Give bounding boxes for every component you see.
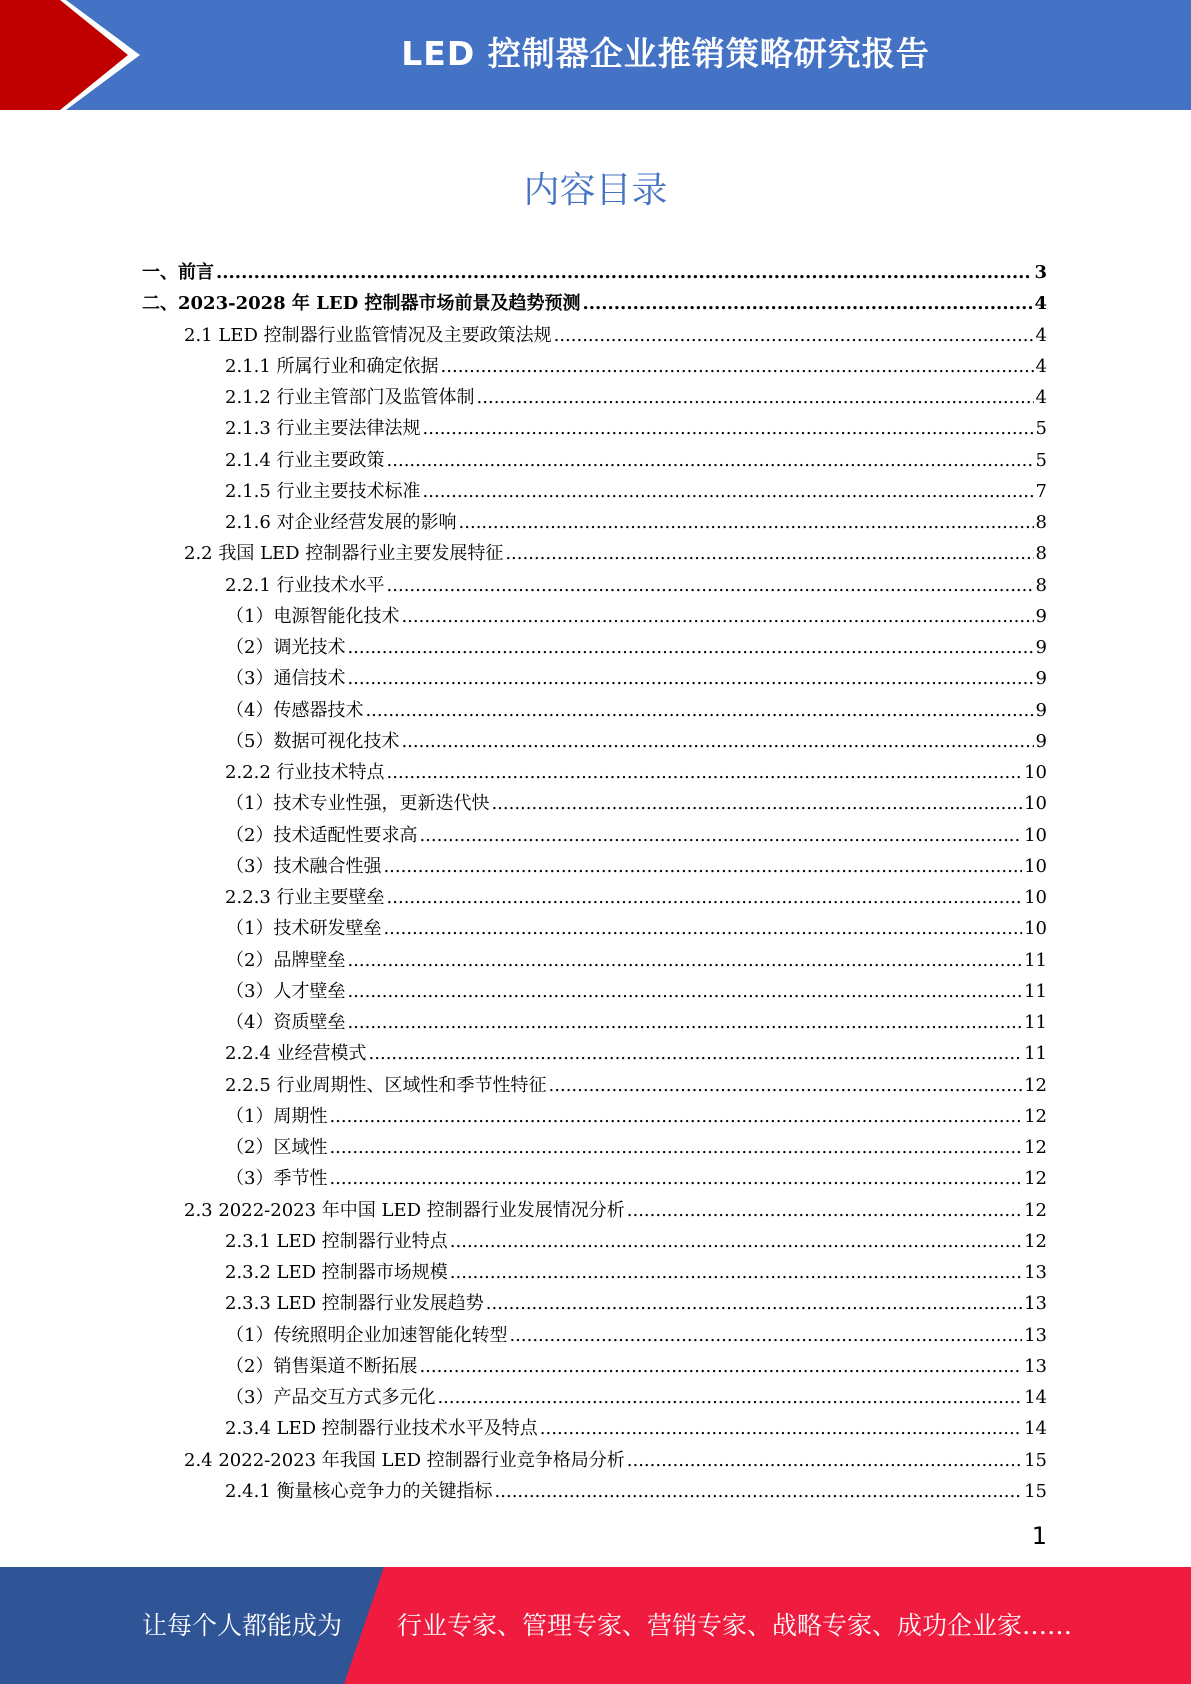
- toc-dot-leader: [450, 1262, 1022, 1284]
- toc-dot-leader: [554, 325, 1034, 347]
- toc-dot-leader: [627, 1450, 1022, 1472]
- toc-dot-leader: [477, 387, 1034, 409]
- toc-dot-leader: [387, 450, 1034, 472]
- toc-entry-title: 2.2.3 行业主要壁垒: [225, 887, 385, 908]
- toc-dot-leader: [486, 1293, 1022, 1315]
- toc-entry-page: 13: [1024, 1355, 1047, 1377]
- toc-entry-page: 13: [1024, 1324, 1047, 1346]
- toc-entry-title: 2.1.4 行业主要政策: [225, 449, 385, 471]
- toc-entry-page: 8: [1035, 512, 1047, 533]
- toc-dot-leader: [491, 793, 1022, 815]
- toc-entry[interactable]: [184, 1441, 1047, 1472]
- toc-entry[interactable]: [225, 878, 1047, 909]
- toc-entry-page: 12: [1024, 1105, 1047, 1127]
- toc-entry[interactable]: [142, 253, 1047, 284]
- toc-dot-leader: [459, 512, 1034, 534]
- toc-dot-leader: [401, 731, 1033, 753]
- toc-entry-title: （3）季节性: [226, 1168, 328, 1190]
- toc-entry-page: 10: [1024, 824, 1047, 846]
- toc-entry-title: 2.1.6 对企业经营发展的影响: [225, 512, 457, 533]
- toc-entry[interactable]: [226, 941, 1047, 972]
- toc-entry-page: 7: [1035, 480, 1047, 502]
- toc-dot-leader: [383, 918, 1022, 940]
- toc-dot-leader: [347, 1012, 1022, 1034]
- toc-entry-page: 10: [1024, 887, 1047, 908]
- footer-slogan-right: 行业专家、管理专家、营销专家、战略专家、成功企业家……: [397, 1611, 1073, 1640]
- toc-entry[interactable]: [226, 691, 1047, 722]
- toc-entry[interactable]: [225, 1034, 1047, 1065]
- toc-entry[interactable]: [184, 1191, 1047, 1222]
- toc-entry[interactable]: [226, 1003, 1047, 1034]
- toc-entry-title: 2.2.5 行业周期性、区域性和季节性特征: [225, 1074, 547, 1096]
- toc-dot-leader: [369, 1043, 1023, 1065]
- toc-entry-page: 5: [1035, 449, 1047, 471]
- toc-dot-leader: [582, 293, 1032, 315]
- toc-entry-page: 9: [1035, 699, 1047, 721]
- toc-dot-leader: [505, 543, 1033, 565]
- toc-entry-title: （3）人才壁垒: [226, 980, 346, 1002]
- toc-entry-page: 4: [1035, 355, 1047, 377]
- toc-entry-page: 12: [1024, 1137, 1047, 1158]
- toc-entry-title: （1）电源智能化技术: [226, 605, 400, 627]
- toc-entry-title: 2.1.5 行业主要技术标准: [225, 480, 421, 502]
- toc-entry-page: 11: [1024, 980, 1047, 1002]
- toc-entry-page: 8: [1035, 543, 1047, 565]
- toc-entry-title: （4）传感器技术: [226, 699, 364, 721]
- toc-entry-title: 2.1.2 行业主管部门及监管体制: [225, 387, 475, 408]
- toc-entry[interactable]: [184, 534, 1047, 565]
- toc-dot-leader: [450, 1231, 1022, 1253]
- toc-entry-title: 2.2.1 行业技术水平: [225, 574, 385, 596]
- toc-dot-leader: [387, 575, 1034, 597]
- toc-entry-title: （2）调光技术: [226, 637, 346, 658]
- toc-entry-page: 4: [1035, 324, 1047, 346]
- toc-entry-page: 9: [1035, 668, 1047, 690]
- toc-entry[interactable]: [225, 1409, 1047, 1440]
- toc-dot-leader: [441, 356, 1034, 378]
- toc-entry-page: 10: [1024, 855, 1047, 877]
- toc-entry[interactable]: [225, 503, 1047, 534]
- page-header: [0, 0, 1191, 110]
- toc-dot-leader: [329, 1137, 1022, 1159]
- toc-dot-leader: [509, 1325, 1022, 1347]
- toc-entry-page: 14: [1024, 1387, 1047, 1408]
- toc-entry-page: 9: [1035, 730, 1047, 752]
- toc-entry-title: 2.1 LED 控制器行业监管情况及主要政策法规: [184, 324, 552, 346]
- toc-entry[interactable]: [225, 753, 1047, 784]
- toc-dot-leader: [540, 1418, 1022, 1440]
- toc-entry-page: 8: [1035, 574, 1047, 596]
- footer-slogan-left: 让每个人都能成为: [142, 1611, 343, 1640]
- toc-dot-leader: [387, 762, 1023, 784]
- toc-entry-page: 10: [1024, 793, 1047, 815]
- toc-dot-leader: [347, 637, 1033, 659]
- toc-entry[interactable]: [142, 284, 1047, 315]
- toc-dot-leader: [401, 606, 1033, 628]
- toc-entry[interactable]: [225, 1284, 1047, 1315]
- toc-dot-leader: [549, 1075, 1023, 1097]
- toc-entry[interactable]: [225, 566, 1047, 597]
- toc-entry[interactable]: [226, 722, 1047, 753]
- toc-entry[interactable]: [226, 1097, 1047, 1128]
- toc-entry[interactable]: [225, 1066, 1047, 1097]
- toc-entry-title: （3）产品交互方式多元化: [226, 1387, 436, 1408]
- toc-entry-page: 12: [1024, 1199, 1047, 1221]
- toc-heading: 内容目录: [523, 170, 668, 211]
- toc-entry[interactable]: [226, 1347, 1047, 1378]
- toc-entry-title: （3）技术融合性强: [226, 855, 382, 877]
- toc-entry-title: （1）传统照明企业加速智能化转型: [226, 1324, 508, 1346]
- toc-dot-leader: [423, 418, 1034, 440]
- toc-entry-title: 2.3.4 LED 控制器行业技术水平及特点: [225, 1418, 538, 1440]
- toc-entry[interactable]: [184, 316, 1047, 347]
- toc-dot-leader: [383, 856, 1022, 878]
- toc-entry-title: 一、前言: [142, 262, 214, 283]
- toc-entry[interactable]: [225, 378, 1047, 409]
- toc-entry-page: 11: [1024, 1012, 1047, 1033]
- toc-entry-title: （2）品牌壁垒: [226, 949, 346, 971]
- toc-entry-page: 9: [1035, 637, 1047, 658]
- toc-dot-leader: [627, 1200, 1022, 1222]
- toc-entry-page: 3: [1034, 262, 1047, 283]
- toc-entry[interactable]: [225, 1222, 1047, 1253]
- toc-entry-page: 15: [1024, 1480, 1047, 1502]
- toc-entry[interactable]: [226, 1316, 1047, 1347]
- toc-dot-leader: [347, 668, 1033, 690]
- toc-entry-title: 二、2023-2028 年 LED 控制器市场前景及趋势预测: [142, 293, 581, 315]
- toc-entry-title: （3）通信技术: [226, 668, 346, 690]
- toc-entry-page: 5: [1035, 418, 1047, 440]
- toc-entry-page: 9: [1035, 605, 1047, 627]
- toc-entry-title: （5）数据可视化技术: [226, 730, 400, 752]
- toc-dot-leader: [347, 950, 1022, 972]
- toc-entry-title: 2.3.1 LED 控制器行业特点: [225, 1230, 448, 1252]
- toc-entry[interactable]: [225, 441, 1047, 472]
- toc-entry-title: （4）资质壁垒: [226, 1012, 346, 1033]
- toc-entry-page: 15: [1024, 1449, 1047, 1471]
- toc-entry-title: （2）区域性: [226, 1137, 328, 1158]
- toc-entry[interactable]: [226, 1128, 1047, 1159]
- toc-dot-leader: [329, 1106, 1022, 1128]
- toc-entry-page: 12: [1024, 1074, 1047, 1096]
- toc-entry[interactable]: [225, 1472, 1047, 1503]
- toc-entry-title: 2.3 2022-2023 年中国 LED 控制器行业发展情况分析: [184, 1199, 625, 1221]
- toc-entry-page: 4: [1034, 293, 1047, 315]
- toc-entry-title: 2.1.3 行业主要法律法规: [225, 418, 421, 440]
- header-arrow-graphic: [0, 0, 160, 110]
- toc-entry-title: 2.1.1 所属行业和确定依据: [225, 355, 439, 377]
- toc-entry-title: （2）销售渠道不断拓展: [226, 1355, 418, 1377]
- toc-entry-page: 11: [1024, 1043, 1047, 1065]
- toc-entry[interactable]: [226, 816, 1047, 847]
- toc-entry[interactable]: [226, 628, 1047, 659]
- toc-entry-page: 13: [1024, 1262, 1047, 1283]
- toc-dot-leader: [329, 1168, 1022, 1190]
- toc-entry[interactable]: [225, 1253, 1047, 1284]
- toc-dot-leader: [365, 700, 1033, 722]
- toc-entry-title: （1）周期性: [226, 1105, 328, 1127]
- page-number: 1: [1031, 1522, 1047, 1550]
- toc-entry-title: 2.2.2 行业技术特点: [225, 762, 385, 783]
- toc-dot-leader: [216, 262, 1032, 284]
- toc-entry-page: 13: [1024, 1293, 1047, 1315]
- toc-entry-title: 2.4 2022-2023 年我国 LED 控制器行业竞争格局分析: [184, 1449, 625, 1471]
- toc-entry-title: （2）技术适配性要求高: [226, 824, 418, 846]
- toc-entry-page: 4: [1035, 387, 1047, 408]
- page-footer: [0, 1567, 1191, 1684]
- toc-entry[interactable]: [225, 347, 1047, 378]
- toc-entry[interactable]: [226, 1378, 1047, 1409]
- toc-entry-page: 11: [1024, 949, 1047, 971]
- toc-entry-title: （1）技术专业性强，更新迭代快: [226, 793, 490, 815]
- toc-entry[interactable]: [226, 847, 1047, 878]
- toc-entry-page: 12: [1024, 1230, 1047, 1252]
- toc-entry[interactable]: [226, 972, 1047, 1003]
- toc-dot-leader: [419, 825, 1022, 847]
- toc-entry-page: 12: [1024, 1168, 1047, 1190]
- toc-entry-page: 10: [1024, 918, 1047, 940]
- toc-entry-title: 2.2.4 业经营模式: [225, 1043, 367, 1065]
- toc-entry-page: 14: [1024, 1418, 1047, 1440]
- toc-entry-title: 2.3.3 LED 控制器行业发展趋势: [225, 1293, 484, 1315]
- toc-entry[interactable]: [226, 659, 1047, 690]
- toc-dot-leader: [437, 1387, 1022, 1409]
- toc-entry-title: 2.2 我国 LED 控制器行业主要发展特征: [184, 543, 504, 565]
- report-title: LED 控制器企业推销策略研究报告: [401, 34, 930, 73]
- toc-entry[interactable]: [226, 909, 1047, 940]
- toc-entry-title: 2.4.1 衡量核心竞争力的关键指标: [225, 1480, 493, 1502]
- toc-dot-leader: [495, 1481, 1023, 1503]
- toc-entry[interactable]: [226, 784, 1047, 815]
- toc-entry[interactable]: [225, 472, 1047, 503]
- toc-entry[interactable]: [226, 597, 1047, 628]
- toc-dot-leader: [419, 1356, 1022, 1378]
- toc-dot-leader: [387, 887, 1023, 909]
- toc-entry[interactable]: [225, 409, 1047, 440]
- toc-entry-title: （1）技术研发壁垒: [226, 918, 382, 940]
- toc-entry[interactable]: [226, 1159, 1047, 1190]
- toc-dot-leader: [347, 981, 1022, 1003]
- toc-entry-title: 2.3.2 LED 控制器市场规模: [225, 1262, 448, 1283]
- toc-dot-leader: [423, 481, 1034, 503]
- toc-entry-page: 10: [1024, 762, 1047, 783]
